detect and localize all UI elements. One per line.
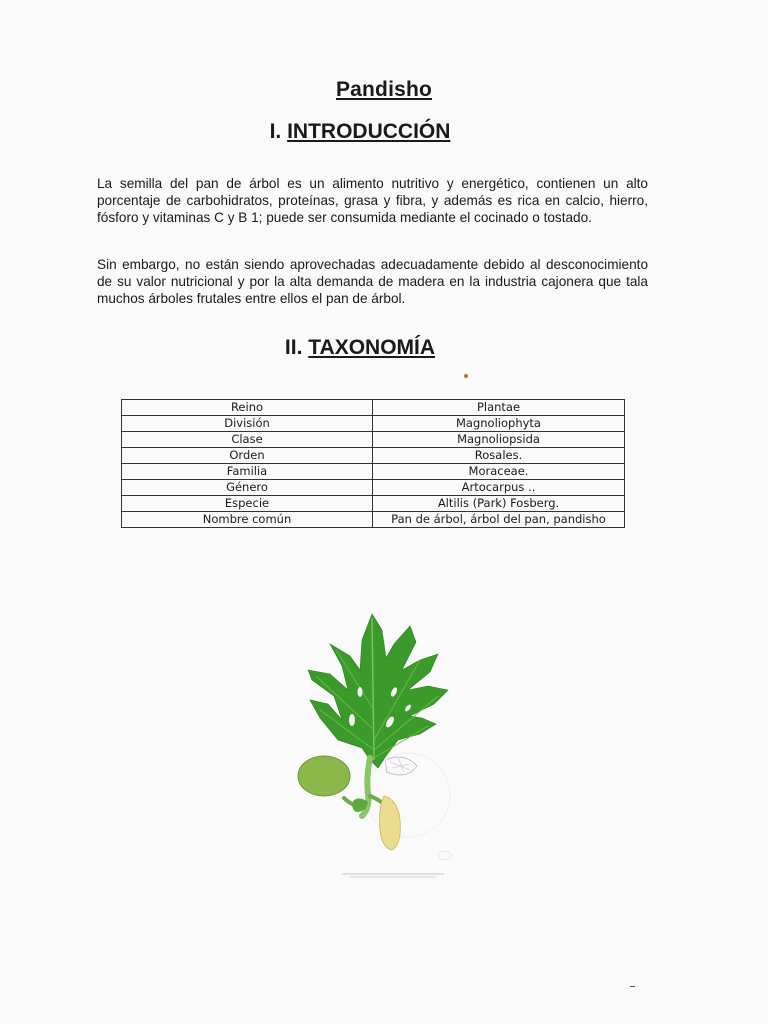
- taxonomy-rank: División: [122, 416, 373, 432]
- section-title: INTRODUCCIÓN: [287, 120, 451, 143]
- section-heading-taxonomia: [0, 336, 720, 360]
- table-row: [122, 464, 625, 480]
- section-number: I.: [269, 120, 282, 143]
- section-number: II.: [284, 336, 303, 359]
- table-row: [122, 512, 625, 528]
- sketch-detail: [366, 753, 452, 860]
- illustration-caption: [338, 872, 448, 879]
- section-title: TAXONOMÍA: [308, 336, 436, 359]
- taxonomy-rank: Género: [122, 480, 373, 496]
- table-row: [122, 400, 625, 416]
- table-row: [122, 432, 625, 448]
- taxonomy-value: Moraceae.: [373, 464, 625, 480]
- taxonomy-value: Pan de árbol, árbol del pan, pandisho: [373, 512, 625, 528]
- scan-speck: [464, 374, 468, 378]
- taxonomy-rank: Especie: [122, 496, 373, 512]
- taxonomy-rank: Familia: [122, 464, 373, 480]
- taxonomy-value: Plantae: [373, 400, 625, 416]
- taxonomy-value: Artocarpus ..: [373, 480, 625, 496]
- table-row: [122, 480, 625, 496]
- document-title: Pandisho: [335, 78, 433, 101]
- scan-mark: [630, 986, 635, 987]
- table-row: [122, 496, 625, 512]
- taxonomy-rank: Nombre común: [122, 512, 373, 528]
- taxonomy-value: Rosales.: [373, 448, 625, 464]
- breadfruit-fruit: [298, 756, 350, 796]
- taxonomy-value: Magnoliopsida: [373, 432, 625, 448]
- section-heading-introduccion: [0, 120, 720, 144]
- table-row: [122, 416, 625, 432]
- taxonomy-rank: Orden: [122, 448, 373, 464]
- male-inflorescence: [380, 796, 401, 850]
- taxonomy-rank: Clase: [122, 432, 373, 448]
- intro-paragraph-2: Sin embargo, no están siendo aprovechadas adecuadamente debido al desconocimiento de su valor nutricional y por la alta demanda de madera en la industria cajonera que tala muchos árboles frutales entre ellos el pan de árbol.: [97, 256, 648, 306]
- table-row: [122, 448, 625, 464]
- taxonomy-value: Magnoliophyta: [373, 416, 625, 432]
- taxonomy-table: [121, 399, 625, 528]
- taxonomy-rank: Reino: [122, 400, 373, 416]
- intro-paragraph-1: La semilla del pan de árbol es un alimento nutritivo y energético, contienen un alto porcentaje de carbohidratos, proteínas, grasa y fibra, y además es rica en calcio, hierro, fósforo y vitaminas C y B 1; puede ser consumida mediante el cocinado o tostado.: [97, 175, 648, 225]
- leaf: [308, 614, 448, 768]
- taxonomy-value: Altilis (Park) Fosberg.: [373, 496, 625, 512]
- breadfruit-leaf-illustration: [290, 600, 490, 890]
